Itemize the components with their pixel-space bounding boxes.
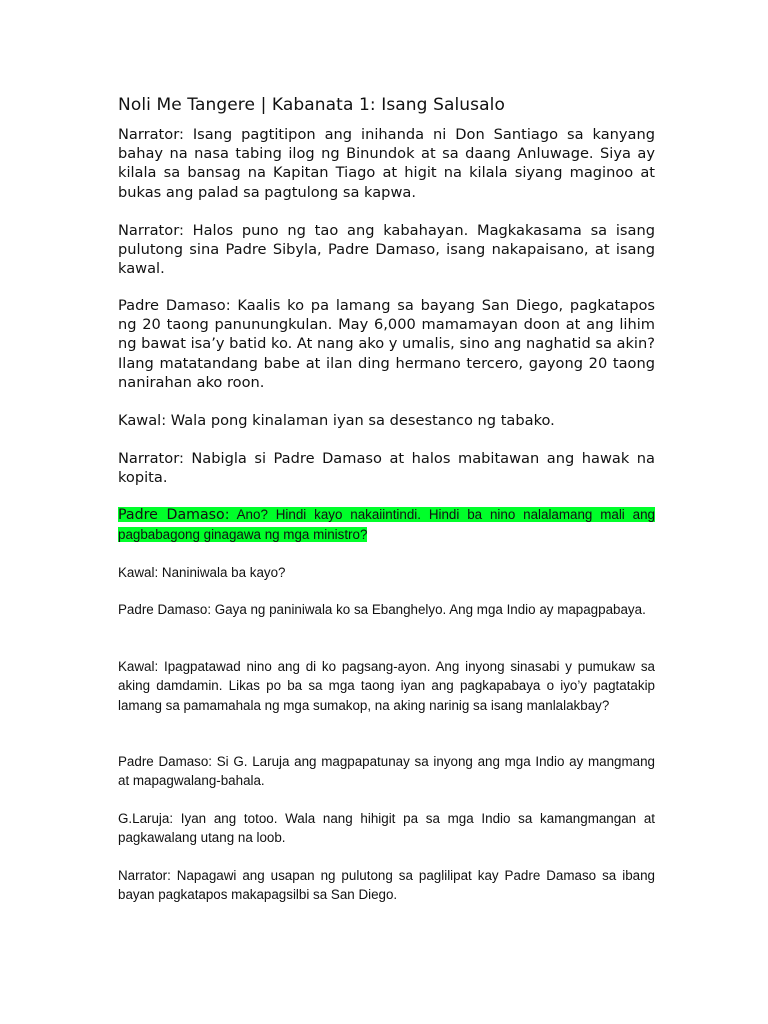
document-title: Noli Me Tangere | Kabanata 1: Isang Salusalo — [118, 95, 505, 115]
dialogue-damaso-ebanghelyo: Padre Damaso: Gaya ng paniniwala ko sa Ebanghelyo. Ang mga Indio ay mapagpabaya. — [118, 602, 646, 617]
dialogue-kawal-ipagpatawad: Kawal: Ipagpatawad nino ang di ko pagsang-ayon. Ang inyong sinasabi y pumukaw sa aking damdamin. Likas po ba sa mga taong iyan ang pagkapabaya o iyo’y pagtatakip lamang sa pamamahala ng mga sumakop, na aking narinig sa isang manlalakbay? — [118, 659, 655, 713]
dialogue-narrator-paglilipat: Narrator: Napagawi ang usapan ng pulutong sa paglilipat kay Padre Damaso sa ibang bayan pagkatapos makapagsilbi sa San Diego. — [118, 868, 655, 903]
dialogue-kawal-naniniwala: Kawal: Naniniwala ba kayo? — [118, 565, 286, 580]
highlighted-speaker: Padre Damaso: — [118, 507, 230, 523]
paragraph-narrator-intro: Narrator: Isang pagtitipon ang inihanda ni Don Santiago sa kanyang bahay na nasa tabing ilog ng Binundok at sa daang Anluwage. Siya ay kilala sa bansag na Kapitan Tiago at higit na kilala siyang maginoo at bukas ang palad sa pagtulong sa kapwa. — [118, 126, 655, 201]
paragraph-kawal-tabako: Kawal: Wala pong kinalaman iyan sa desestanco ng tabako. — [118, 412, 555, 429]
dialogue-damaso-laruja: Padre Damaso: Si G. Laruja ang magpapatunay sa inyong ang mga Indio ay mangmang at mapagwalang-bahala. — [118, 754, 655, 789]
highlight-mark — [118, 507, 655, 542]
paragraph-narrator-gathering: Narrator: Halos puno ng tao ang kabahayan. Magkakasama sa isang pulutong sina Padre Sibyla, Padre Damaso, isang nakapaisano, at isang kawal. — [118, 222, 655, 278]
paragraph-damaso-speech: Padre Damaso: Kaalis ko pa lamang sa bayang San Diego, pagkatapos ng 20 taong panunungkulan. May 6,000 mamamayan doon at ang lihim ng bawat isa’y batid ko. At nang ako y umalis, sino ang naghatid sa akin? Ilang matatandang babe at ilan ding hermano tercero, gayong 20 taong nanirahan ako roon. — [118, 297, 655, 391]
highlighted-text: Ano? Hindi kayo nakaiintindi. Hindi ba nino nalalamang mali ang pagbabagong ginagawa ng mga ministro? — [118, 507, 655, 543]
paragraph-narrator-kopita: Narrator: Nabigla si Padre Damaso at halos mabitawan ang hawak na kopita. — [118, 450, 655, 487]
highlighted-paragraph — [118, 505, 655, 545]
dialogue-laruja-totoo: G.Laruja: Iyan ang totoo. Wala nang hihigit pa sa mga Indio sa kamangmangan at pagkawalang utang na loob. — [118, 811, 655, 846]
